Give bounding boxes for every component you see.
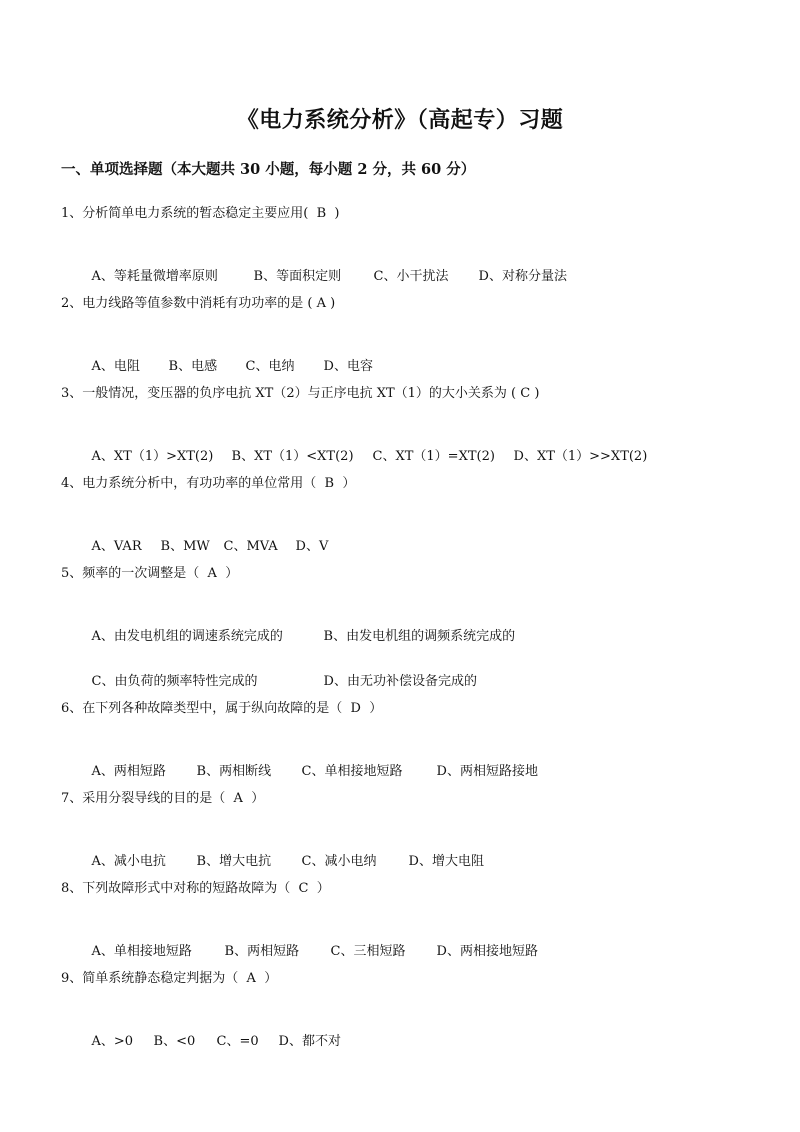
question-8-stem: 8、下列故障形式中对称的短路故障为（ C ）: [61, 881, 330, 896]
question-1-stem: 1、分析简单电力系统的暂态稳定主要应用( B ): [61, 206, 340, 221]
question-9-stem: 9、简单系统静态稳定判据为（ A ）: [61, 971, 278, 986]
option-d: D、都不对: [278, 1034, 341, 1049]
option-d: D、由无功补偿设备完成的: [323, 674, 477, 689]
option-a: A、电阻: [91, 359, 140, 374]
document-title: 《电力系统分析》（高起专）习题: [236, 107, 564, 133]
option-a: A、减小电抗: [91, 854, 166, 869]
option-c: C、=0: [216, 1034, 259, 1049]
option-a: A、XT（1）>XT(2): [91, 449, 214, 464]
question-7-stem: 7、采用分裂导线的目的是（ A ）: [61, 791, 265, 806]
option-c: C、XT（1）=XT(2): [372, 449, 495, 464]
option-d: D、对称分量法: [478, 269, 567, 284]
option-d: D、两相短路接地: [436, 764, 538, 779]
option-b: B、MW: [160, 539, 210, 554]
option-d: D、XT（1）>>XT(2): [513, 449, 648, 464]
option-c: C、小干扰法: [373, 269, 449, 284]
option-b: B、两相断线: [196, 764, 272, 779]
question-3-stem: 3、一般情况，变压器的负序电抗 XT（2）与正序电抗 XT（1）的大小关系为 ( C ): [61, 386, 540, 401]
option-b: B、XT（1）<XT(2): [231, 449, 354, 464]
option-a: A、等耗量微增率原则: [91, 269, 218, 284]
option-c: C、电纳: [245, 359, 295, 374]
option-a: A、两相短路: [91, 764, 166, 779]
section-heading: 一、单项选择题（本大题共 30 小题，每小题 2 分，共 60 分）: [61, 161, 476, 178]
option-b: B、增大电抗: [196, 854, 272, 869]
option-b: B、等面积定则: [253, 269, 342, 284]
option-a: A、VAR: [91, 539, 142, 554]
option-d: D、V: [295, 539, 329, 554]
option-a: A、>0: [91, 1034, 134, 1049]
question-6-stem: 6、在下列各种故障类型中，属于纵向故障的是（ D ）: [61, 701, 383, 716]
option-b: B、由发电机组的调频系统完成的: [323, 629, 516, 644]
option-b: B、<0: [153, 1034, 196, 1049]
option-b: B、电感: [168, 359, 218, 374]
question-4-stem: 4、电力系统分析中，有功功率的单位常用（ B ）: [61, 476, 356, 491]
question-2-stem: 2、电力线路等值参数中消耗有功功率的是 ( A ): [61, 296, 336, 311]
option-c: C、由负荷的频率特性完成的: [91, 674, 258, 689]
option-a: A、单相接地短路: [91, 944, 192, 959]
option-c: C、三相短路: [330, 944, 406, 959]
option-c: C、减小电纳: [301, 854, 377, 869]
option-a: A、由发电机组的调速系统完成的: [91, 629, 283, 644]
option-d: D、电容: [323, 359, 373, 374]
question-5-stem: 5、频率的一次调整是（ A ）: [61, 566, 239, 581]
option-b: B、两相短路: [224, 944, 300, 959]
question-9-options: [75, 1015, 341, 1069]
option-c: C、MVA: [223, 539, 278, 554]
option-c: C、单相接地短路: [301, 764, 403, 779]
option-d: D、两相接地短路: [436, 944, 538, 959]
option-d: D、增大电阻: [408, 854, 484, 869]
